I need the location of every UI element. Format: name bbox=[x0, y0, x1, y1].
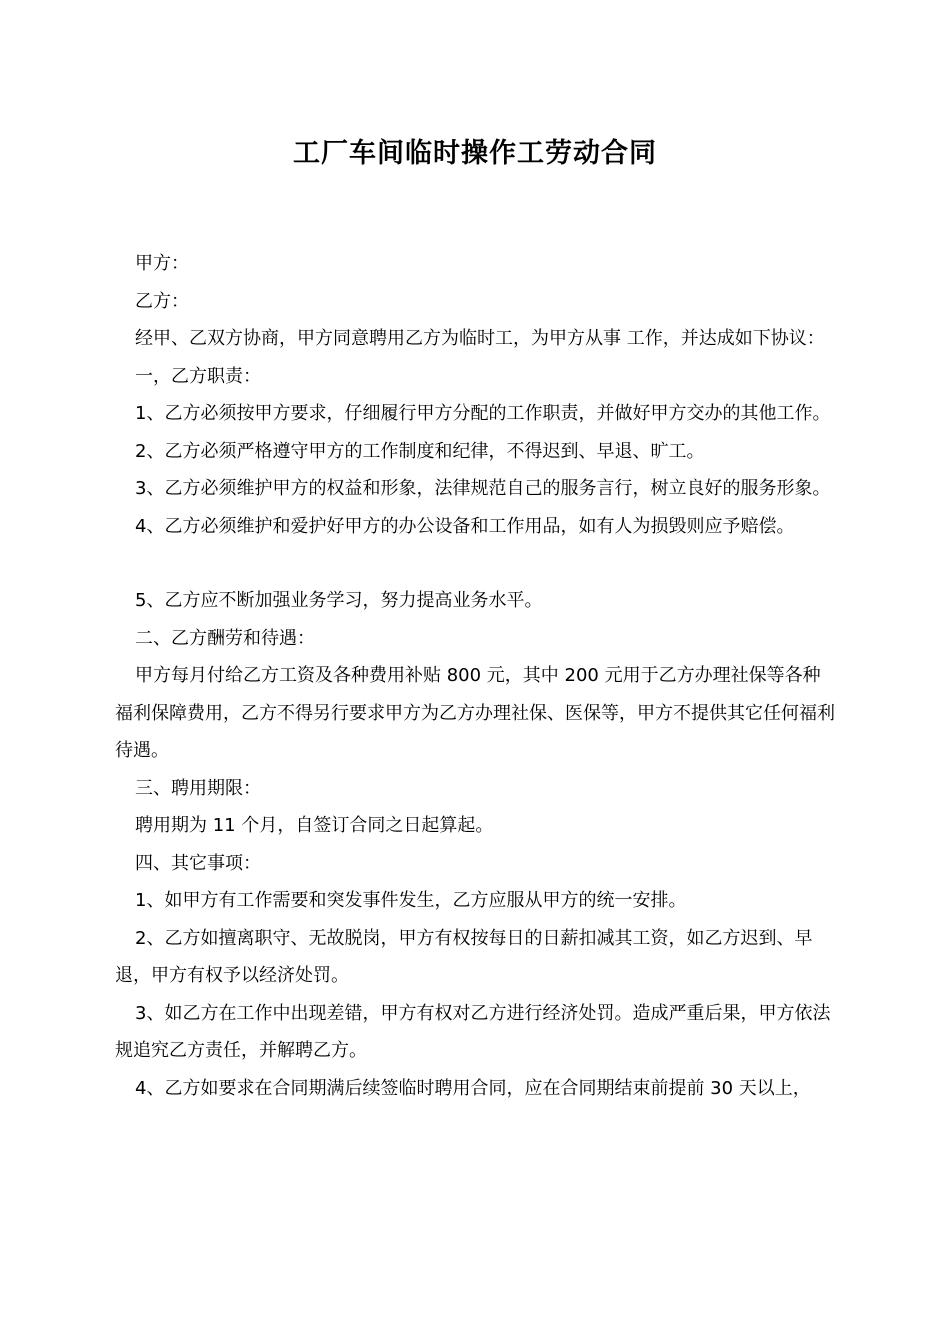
section-item: 2、乙方必须严格遵守甲方的工作制度和纪律，不得迟到、早退、旷工。 bbox=[135, 440, 705, 462]
document-body bbox=[115, 245, 837, 1107]
party-b-label: 乙方： bbox=[135, 290, 189, 312]
intro-paragraph: 经甲、乙双方协商，甲方同意聘用乙方为临时工，为甲方从事 工作，并达成如下协议： bbox=[135, 328, 825, 349]
section-heading: 二、乙方酬劳和待遇： bbox=[135, 627, 315, 649]
section-item: 1、乙方必须按甲方要求，仔细履行甲方分配的工作职责，并做好甲方交办的其他工作。 bbox=[135, 403, 831, 424]
section-item: 4、乙方必须维护和爱护好甲方的办公设备和工作用品，如有人为损毁则应予赔偿。 bbox=[135, 515, 795, 537]
section-heading: 一，乙方职责： bbox=[135, 365, 261, 387]
section-item: 3、如乙方在工作中出现差错，甲方有权对乙方进行经济处罚。造成严重后果，甲方依法规追究乙方责任，并解聘乙方。 bbox=[115, 1002, 831, 1061]
section-item: 5、乙方应不断加强业务学习，努力提高业务水平。 bbox=[135, 590, 543, 611]
section-item: 甲方每月付给乙方工资及各种费用补贴 800 元，其中 200 元用于乙方办理社保等各种福利保障费用，乙方不得另行要求甲方为乙方办理社保、医保等，甲方不提供其它任何福利待遇。 bbox=[115, 665, 835, 761]
section-heading: 四、其它事项： bbox=[135, 852, 261, 874]
section-item: 2、乙方如擅离职守、无故脱岗，甲方有权按每日的日薪扣减其工资，如乙方迟到、早退，甲方有权予以经济处罚。 bbox=[115, 927, 813, 986]
section-item: 1、如甲方有工作需要和突发事件发生，乙方应服从甲方的统一安排。 bbox=[135, 890, 687, 911]
paragraph-gap bbox=[115, 545, 837, 582]
section-item: 聘用期为 11 个月，自签订合同之日起算起。 bbox=[135, 815, 494, 836]
section-heading: 三、聘用期限： bbox=[135, 777, 261, 799]
section-item: 3、乙方必须维护甲方的权益和形象，法律规范自己的服务言行，树立良好的服务形象。 bbox=[135, 478, 831, 499]
document-title: 工厂车间临时操作工劳动合同 bbox=[293, 138, 657, 169]
party-a-label: 甲方： bbox=[135, 253, 189, 274]
section-item: 4、乙方如要求在合同期满后续签临时聘用合同，应在合同期结束前提前 30 天以上， bbox=[135, 1077, 811, 1099]
